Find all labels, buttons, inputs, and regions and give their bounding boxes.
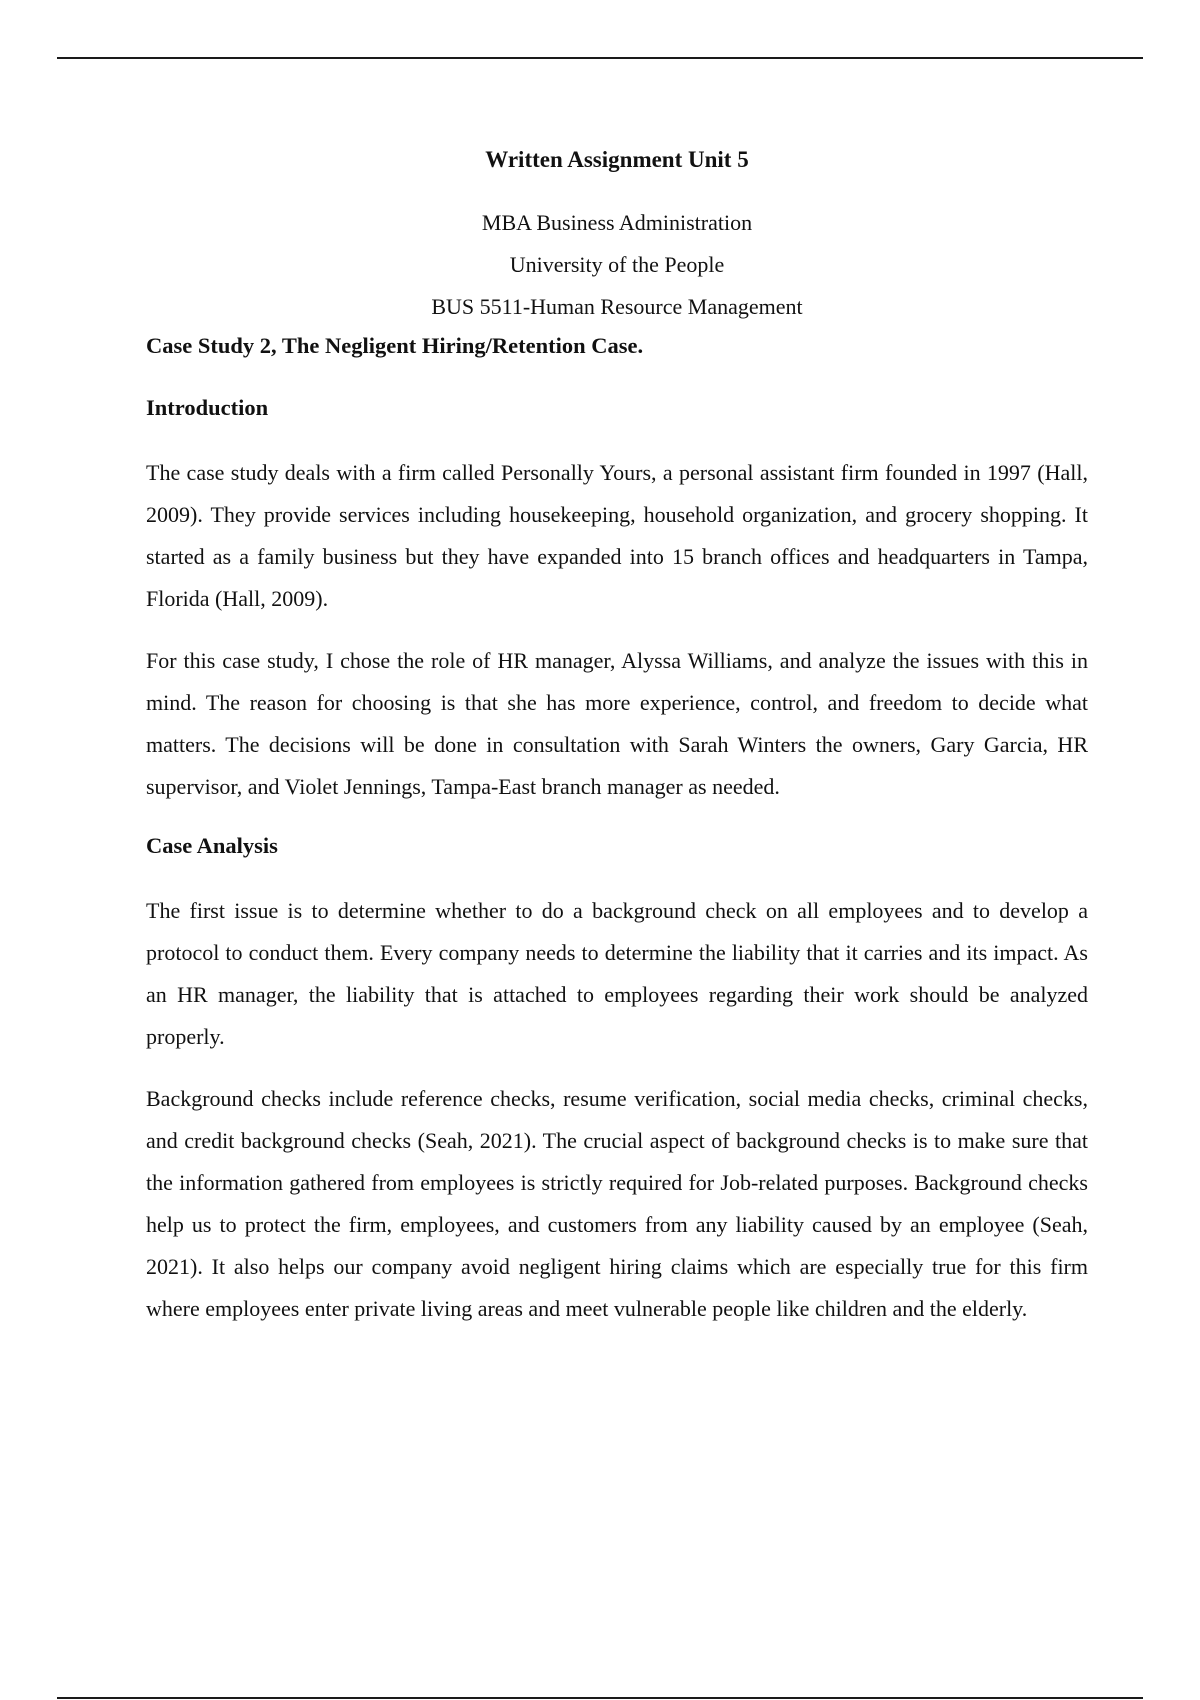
document-page — [146, 142, 1088, 1350]
case-study-title: Case Study 2, The Negligent Hiring/Retention Case. — [146, 333, 644, 358]
case-analysis-heading: Case Analysis — [146, 833, 278, 858]
case-analysis-paragraph-1: The first issue is to determine whether to do a background check on all employees and to develop a protocol to conduct them. Every company needs to determine the liability that it carries and its impact. As an HR manager, the liability that is attached to employees regarding their work should be analyzed properly. — [146, 898, 1088, 1049]
course-line: BUS 5511-Human Resource Management — [431, 294, 803, 319]
introduction-section — [146, 390, 1088, 808]
document-title: Written Assignment Unit 5 — [485, 147, 749, 172]
case-analysis-section — [146, 828, 1088, 1330]
case-analysis-paragraph-2: Background checks include reference checks, resume verification, social media checks, criminal checks, and credit background checks (Seah, 2021). The crucial aspect of background checks is to make sure that the information gathered from employees is strictly required for Job-related purposes. Background checks help us to protect the firm, employees, and customers from any liability caused by an employee (Seah, 2021). It also helps our company avoid negligent hiring claims which are especially true for this firm where employees enter private living areas and meet vulnerable people like children and the elderly. — [146, 1086, 1088, 1321]
program-line: MBA Business Administration — [481, 210, 753, 235]
top-rule — [57, 57, 1143, 59]
introduction-heading: Introduction — [146, 395, 269, 420]
bottom-rule — [57, 1697, 1143, 1699]
introduction-paragraph-2: For this case study, I chose the role of HR manager, Alyssa Williams, and analyze the issues with this in mind. The reason for choosing is that she has more experience, control, and freedom to decide what matters. The decisions will be done in consultation with Sarah Winters the owners, Gary Garcia, HR supervisor, and Violet Jennings, Tampa-East branch manager as needed. — [146, 648, 1088, 799]
introduction-paragraph-1: The case study deals with a firm called Personally Yours, a personal assistant firm founded in 1997 (Hall, 2009). They provide services including housekeeping, household organization, and grocery shopping. It started as a family business but they have expanded into 15 branch offices and headquarters in Tampa, Florida (Hall, 2009). — [146, 460, 1088, 611]
university-line: University of the People — [509, 252, 725, 277]
